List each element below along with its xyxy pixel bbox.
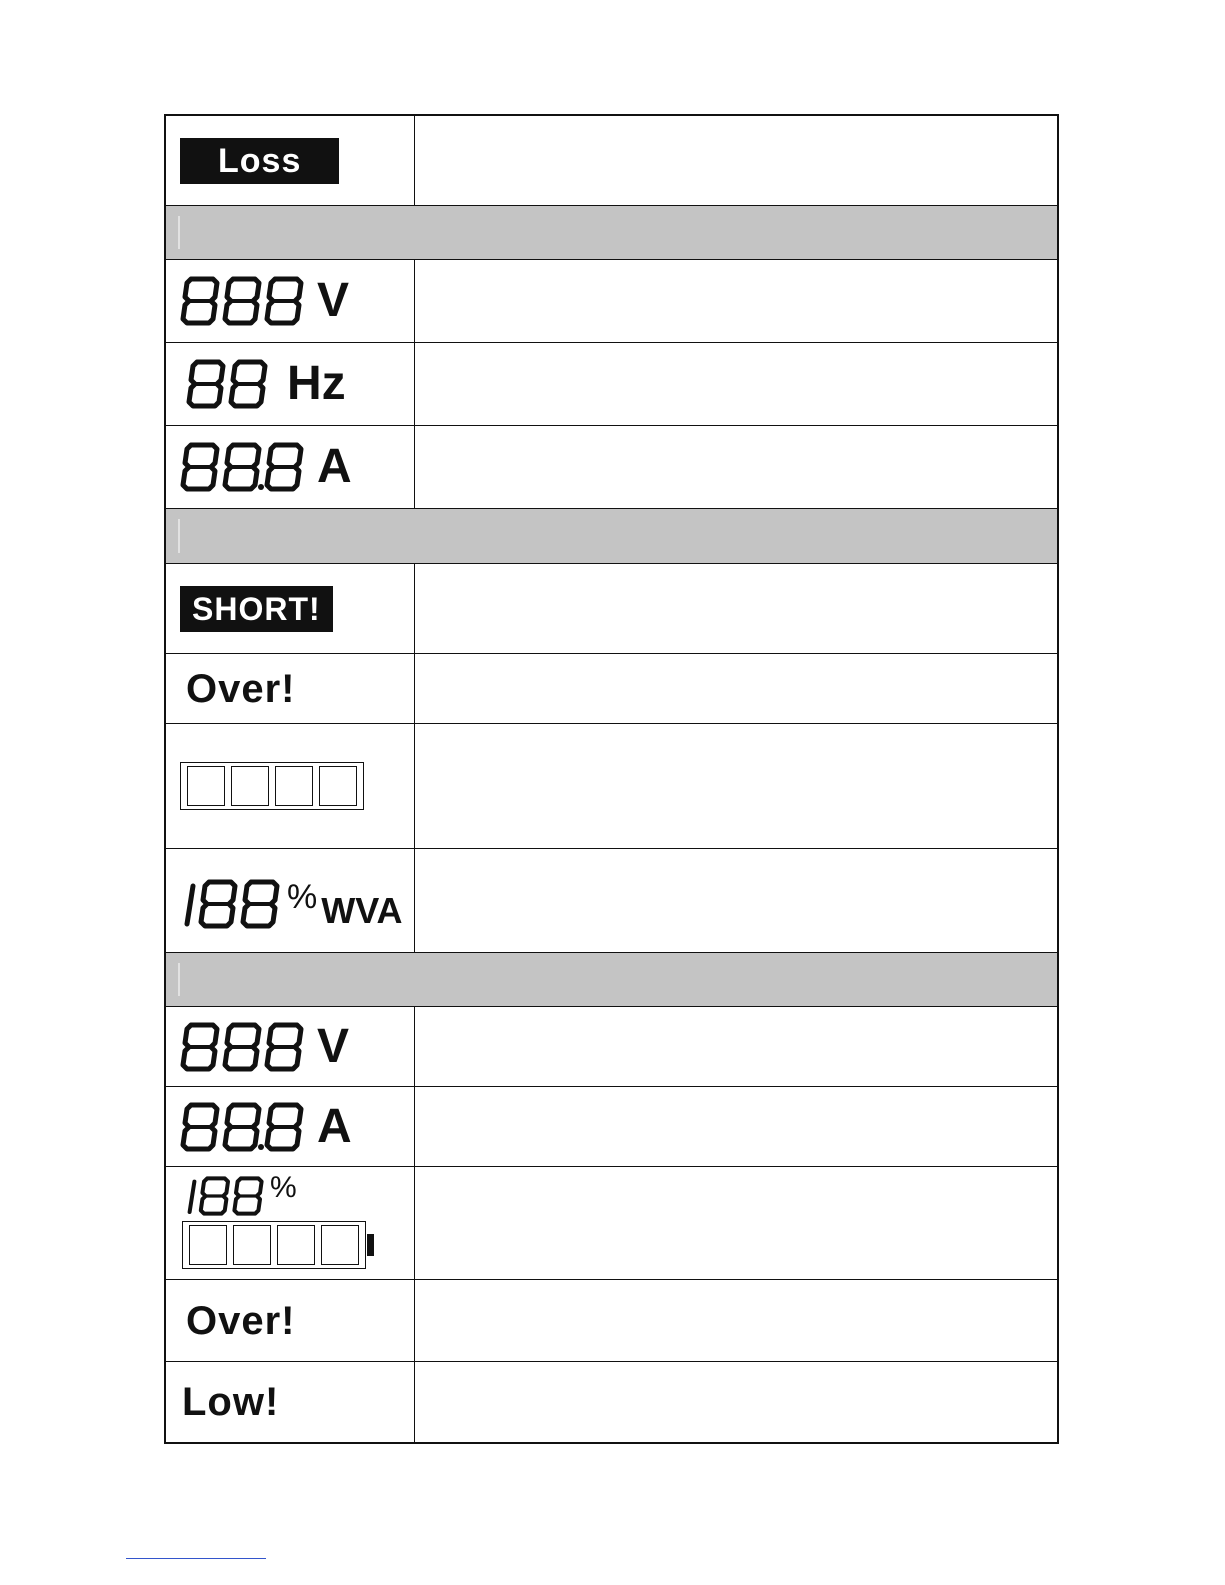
unit-label: V [317,274,350,327]
section-header-output [166,509,1057,564]
seven-segment-display [180,275,309,327]
row-input-frequency [166,343,1057,426]
section-header-input [166,206,1057,260]
level-bar [277,1225,315,1265]
seven-segment-display [180,878,285,930]
row-short [166,564,1057,654]
level-bar [233,1225,271,1265]
row-battery-current [166,1087,1057,1167]
row-battery-capacity [166,1167,1057,1280]
row-battery-low [166,1362,1057,1442]
seven-segment-display [184,1175,268,1217]
row-load-level [166,724,1057,849]
low-label: Low! [182,1380,280,1424]
loss-badge: Loss [180,138,339,184]
decimal-point [258,484,264,490]
seven-segment-glyphs [180,878,285,930]
row-battery-over [166,1280,1057,1362]
unit-label: Hz [287,357,346,410]
seven-segment-glyphs [184,1175,268,1217]
footer-link-underline [126,1558,266,1559]
row-loss [166,116,1057,206]
level-bar [231,766,269,806]
battery-tip [367,1234,374,1256]
level-bar [275,766,313,806]
seven-segment-glyphs [186,358,273,410]
seven-segment-display [180,1101,309,1153]
load-level-bars [180,762,364,810]
level-bar [321,1225,359,1265]
level-bar [189,1225,227,1265]
section-header-battery [166,953,1057,1007]
seven-segment-display [180,441,309,493]
unit-label: WVA [321,889,403,931]
percent-sign: % [270,1171,297,1204]
seven-segment-glyphs [180,1021,309,1073]
seven-segment-glyphs [180,275,309,327]
row-over-load [166,654,1057,724]
decimal-point [258,1144,264,1150]
percent-sign: % [287,877,318,916]
seven-segment-display [180,1021,309,1073]
unit-label: V [317,1019,350,1073]
battery-level-icon [182,1221,374,1269]
seven-segment-glyphs [180,441,309,493]
lcd-icon-table [164,114,1059,1444]
segment-one [187,886,193,924]
icon-cell [166,116,415,205]
row-battery-voltage [166,1007,1057,1087]
seven-segment-display [186,358,273,410]
over-label: Over! [186,666,296,711]
row-load-percent [166,849,1057,953]
row-input-voltage [166,260,1057,343]
segment-one [190,1182,195,1212]
unit-label: A [317,440,352,493]
level-bar [319,766,357,806]
short-badge: SHORT! [180,586,333,632]
over-label: Over! [186,1298,296,1343]
row-input-current [166,426,1057,509]
level-bar [187,766,225,806]
description-cell [415,116,1057,205]
seven-segment-glyphs [180,1101,309,1153]
unit-label: A [317,1099,352,1153]
